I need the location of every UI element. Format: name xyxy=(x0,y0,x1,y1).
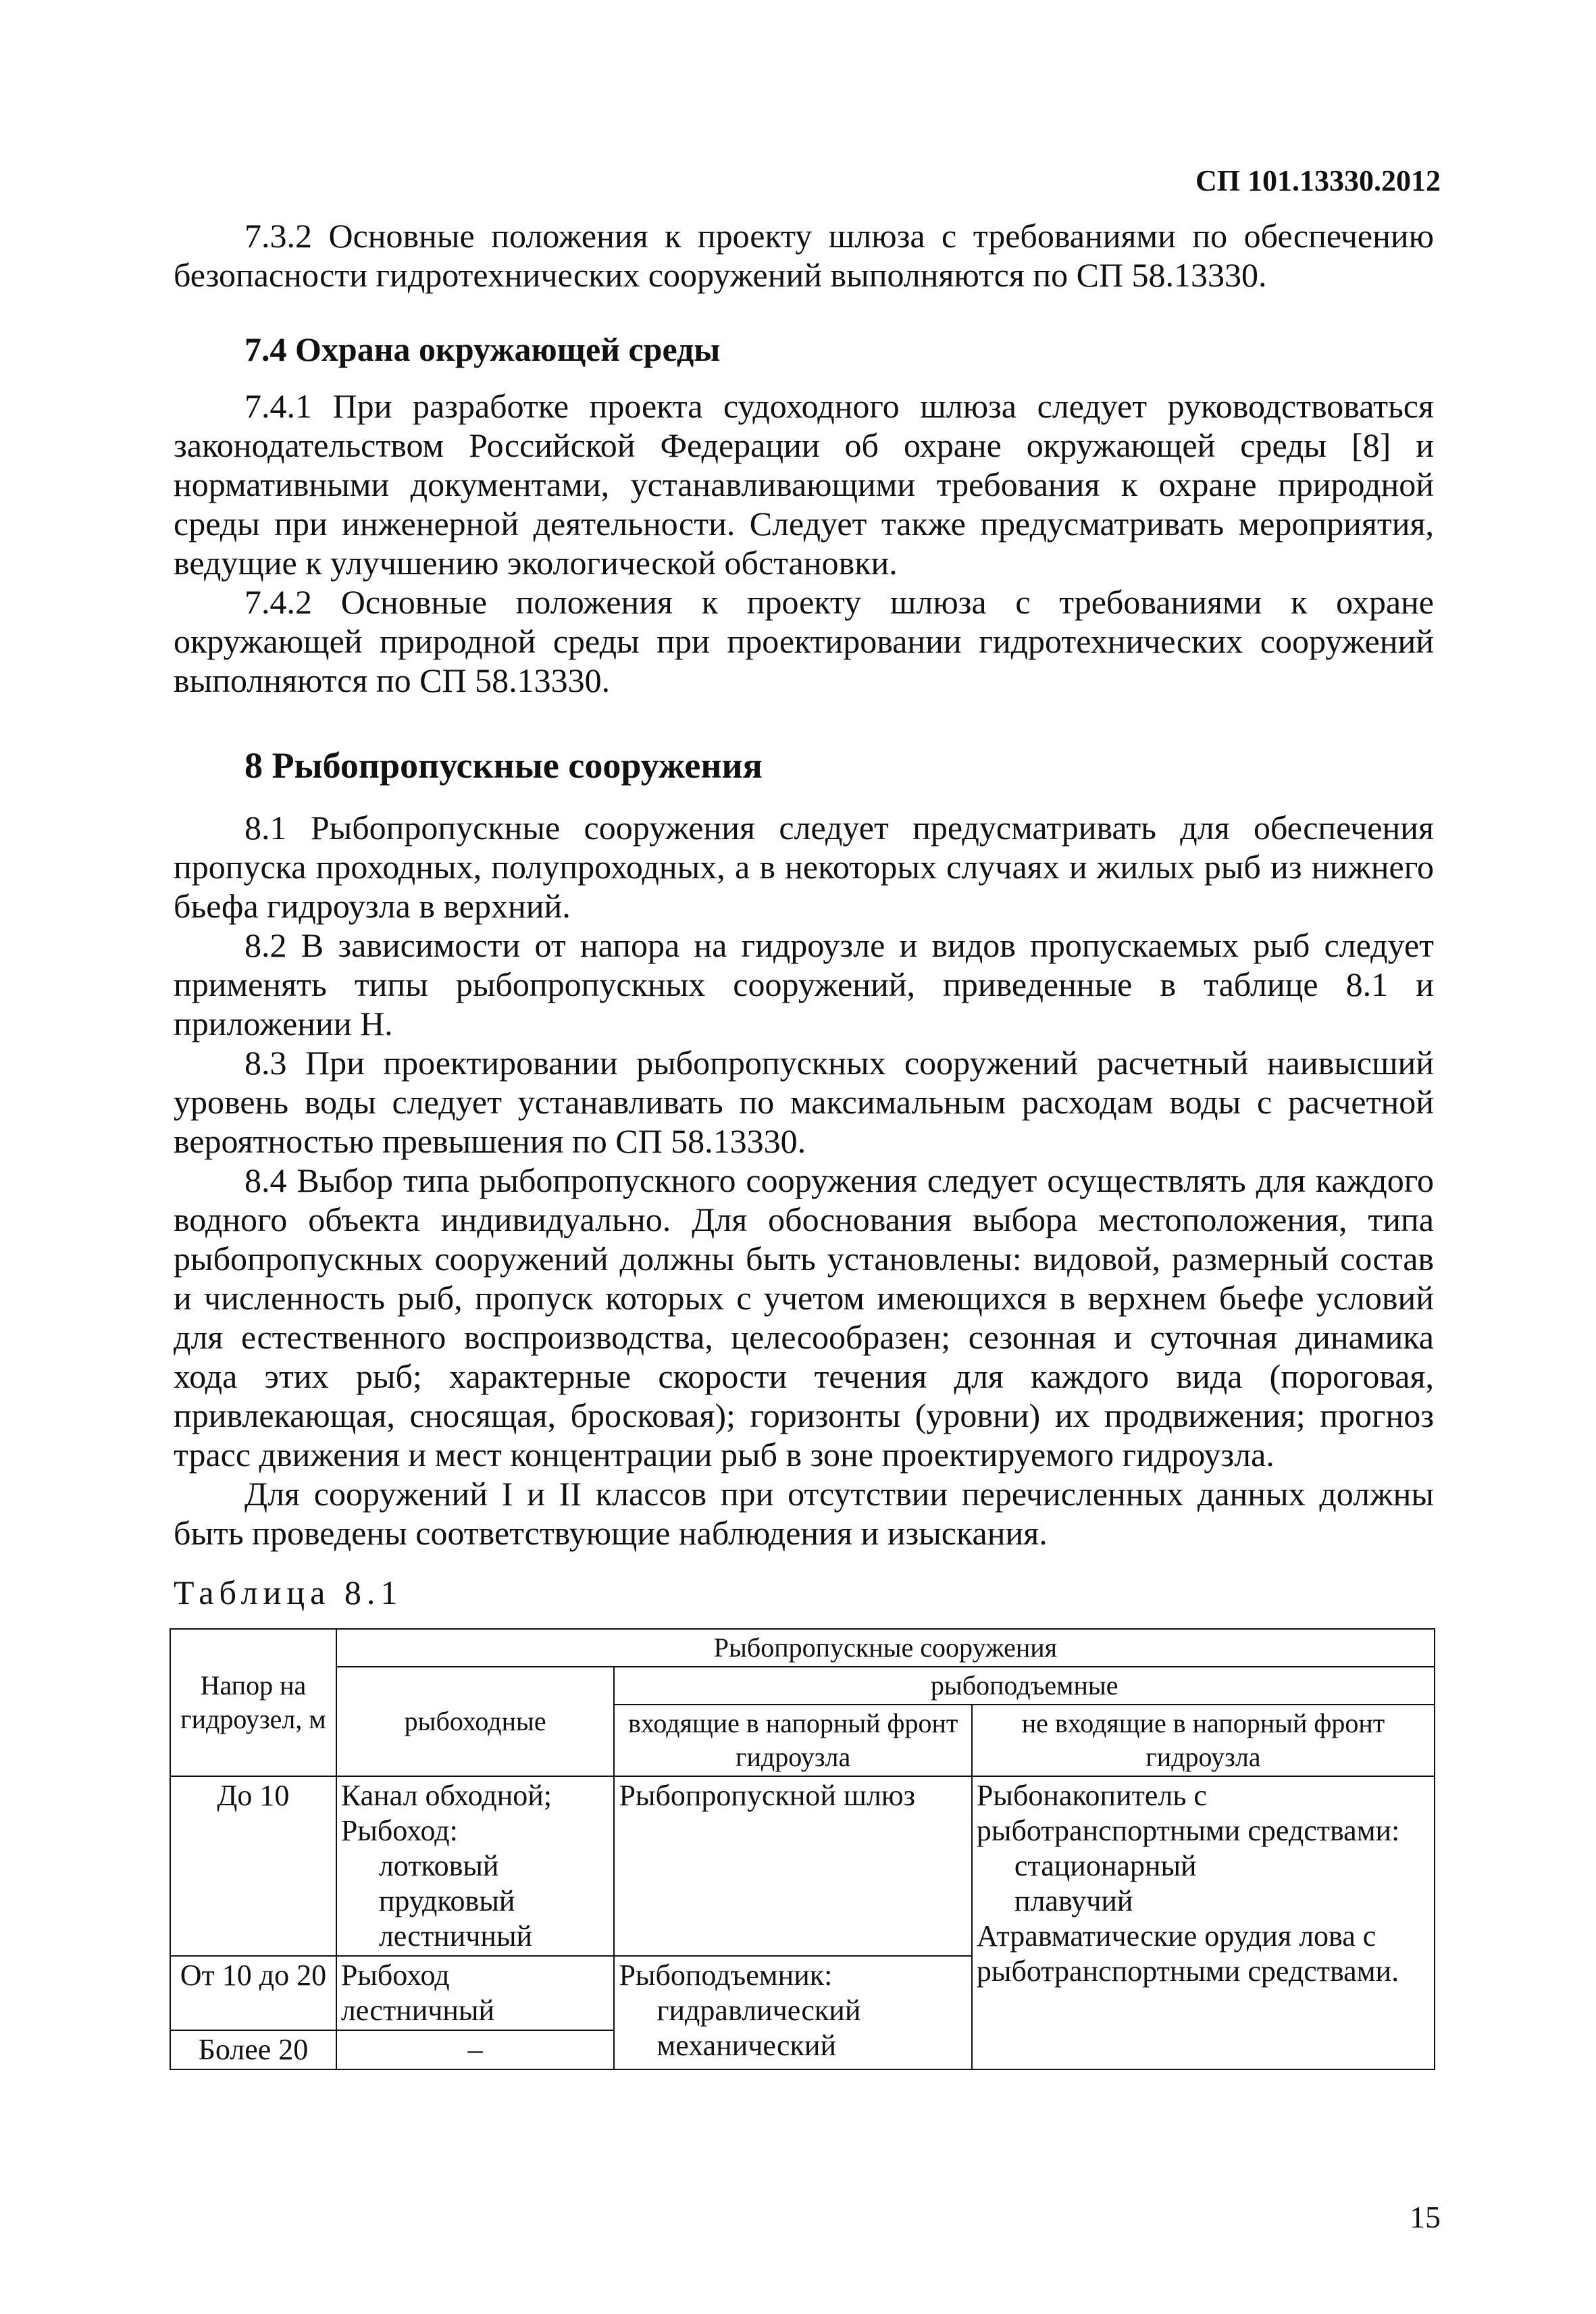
page-number: 15 xyxy=(1410,2200,1441,2234)
header-lifts: рыбоподъемные xyxy=(614,1667,1435,1705)
document-code-header: СП 101.13330.2012 xyxy=(1195,164,1441,197)
row3-head: Более 20 xyxy=(170,2030,336,2069)
row1-fishways-line-1: Канал обходной; xyxy=(340,1779,552,1812)
paragraph-8-4: 8.4 Выбор типа рыбопропускного сооружения следует осуществлять для каждого водного объекта индивидуально. Для обоснования выбора местоположения, типа рыбопропускных сооружений должны быть установлены: видовой, размерный состав и численность рыб, пропуск которых с учетом имеющихся в верхнем бьефе условий для естественного воспроизводства, целесообразен; сезонная и суточная динамика хода этих рыб; характерные скорости течения для каждого вида (пороговая, привлекающая, сносящая, бросковая); горизонты (уровни) их продвижения; прогноз трасс движения и мест концентрации рыб в зоне проектируемого гидроузла. xyxy=(174,1161,1434,1474)
paragraph-8-1: 8.1 Рыбопропускные сооружения следует предусматривать для обеспечения пропуска проходных, полупроходных, а в некоторых случаях и жилых рыб из нижнего бьефа гидроузла в верхний. xyxy=(174,809,1434,925)
row1-fishways-line-3: лотковый xyxy=(378,1849,499,1882)
row23-in-front xyxy=(614,1956,971,2069)
header-head-line-2: гидроузел, м xyxy=(180,1704,326,1734)
header-head xyxy=(170,1629,336,1776)
paragraph-7-4-1: 7.4.1 При разработке проекта судоходного шлюза следует руководствоваться законодательством Российской Федерации об охране окружающей среды [8] и нормативными документами, устанавливающими требования к охране природной среды при инженерной деятельности. Следует также предусматривать мероприятия, ведущие к улучшению экологической обстановки. xyxy=(174,387,1434,582)
section-7-3-2 xyxy=(174,216,1434,295)
header-in-front-line-2: гидроузла xyxy=(736,1742,851,1772)
row2-fishways-line-1: Рыбоход xyxy=(340,1959,450,1992)
paragraph-7-4-2: 7.4.2 Основные положения к проекту шлюза с требованиями к охране окружающей природной среды при проектировании гидротехнических сооружений выполняются по СП 58.13330. xyxy=(174,583,1434,699)
heading-section-8: 8 Рыбопропускные сооружения xyxy=(244,745,763,786)
not-in-front-line-2: рыботранспортными средствами: xyxy=(976,1814,1400,1847)
heading-7-4: 7.4 Охрана окружающей среды xyxy=(244,330,721,368)
header-in-front xyxy=(614,1705,971,1776)
paragraph-8-3: 8.3 При проектировании рыбопропускных сооружений расчетный наивысший уровень воды следует устанавливать по максимальным расходам воды с расчетной вероятностью превышения по СП 58.13330. xyxy=(174,1044,1434,1160)
table-row xyxy=(170,1776,1435,1956)
not-in-front-line-6: рыботранспортными средствами. xyxy=(976,1955,1399,1988)
header-fishways: рыбоходные xyxy=(336,1667,615,1776)
table-header-row-2 xyxy=(170,1667,1435,1705)
row1-fishways-line-5: лестничный xyxy=(378,1919,533,1953)
paragraph-classes: Для сооружений I и II классов при отсутствии перечисленных данных должны быть проведены соответствующие наблюдения и изыскания. xyxy=(174,1475,1434,1552)
header-head-line-1: Напор на xyxy=(200,1670,307,1701)
header-not-in-front-line-1: не входящие в напорный фронт xyxy=(1021,1708,1385,1738)
not-in-front-line-1: Рыбонакопитель с xyxy=(976,1779,1207,1812)
not-in-front-line-3: стационарный xyxy=(1014,1849,1197,1882)
header-group: Рыбопропускные сооружения xyxy=(336,1629,1435,1667)
table-8-1 xyxy=(170,1628,1435,2070)
table-header-row-1 xyxy=(170,1629,1435,1667)
header-not-in-front-line-2: гидроузла xyxy=(1145,1742,1261,1772)
row1-fishways xyxy=(336,1776,615,1956)
not-in-front-line-4: плавучий xyxy=(1014,1884,1133,1917)
row1-fishways-line-2: Рыбоход: xyxy=(340,1814,458,1847)
row2-head: От 10 до 20 xyxy=(170,1956,336,2030)
row2-fishways-line-2: лестничный xyxy=(340,1994,495,2027)
not-in-front-cell xyxy=(972,1776,1435,2069)
row1-in-front: Рыбопропускной шлюз xyxy=(614,1776,971,1956)
row23-in-front-line-2: гидравлический xyxy=(657,1994,861,2027)
header-not-in-front xyxy=(972,1705,1435,1776)
table-caption: Таблица 8.1 xyxy=(174,1574,403,1611)
row23-in-front-line-3: механический xyxy=(657,2029,837,2062)
row1-fishways-line-4: прудковый xyxy=(378,1884,515,1917)
header-in-front-line-1: входящие в напорный фронт xyxy=(628,1708,958,1738)
paragraph-7-3-2: 7.3.2 Основные положения к проекту шлюза с требованиями по обеспечению безопасности гидротехнических сооружений выполняются по СП 58.13330. xyxy=(174,217,1434,294)
section-7-4-body xyxy=(174,386,1434,700)
row2-fishways xyxy=(336,1956,615,2030)
row23-in-front-line-1: Рыбоподъемник: xyxy=(619,1959,833,1992)
row3-fishways: – xyxy=(336,2030,615,2069)
not-in-front-line-5: Атравматические орудия лова с xyxy=(976,1919,1376,1953)
section-8-body xyxy=(174,808,1434,1553)
row1-head: До 10 xyxy=(170,1776,336,1956)
paragraph-8-2: 8.2 В зависимости от напора на гидроузле и видов пропускаемых рыб следует применять типы рыбопропускных сооружений, приведенные в таблице 8.1 и приложении Н. xyxy=(174,926,1434,1042)
